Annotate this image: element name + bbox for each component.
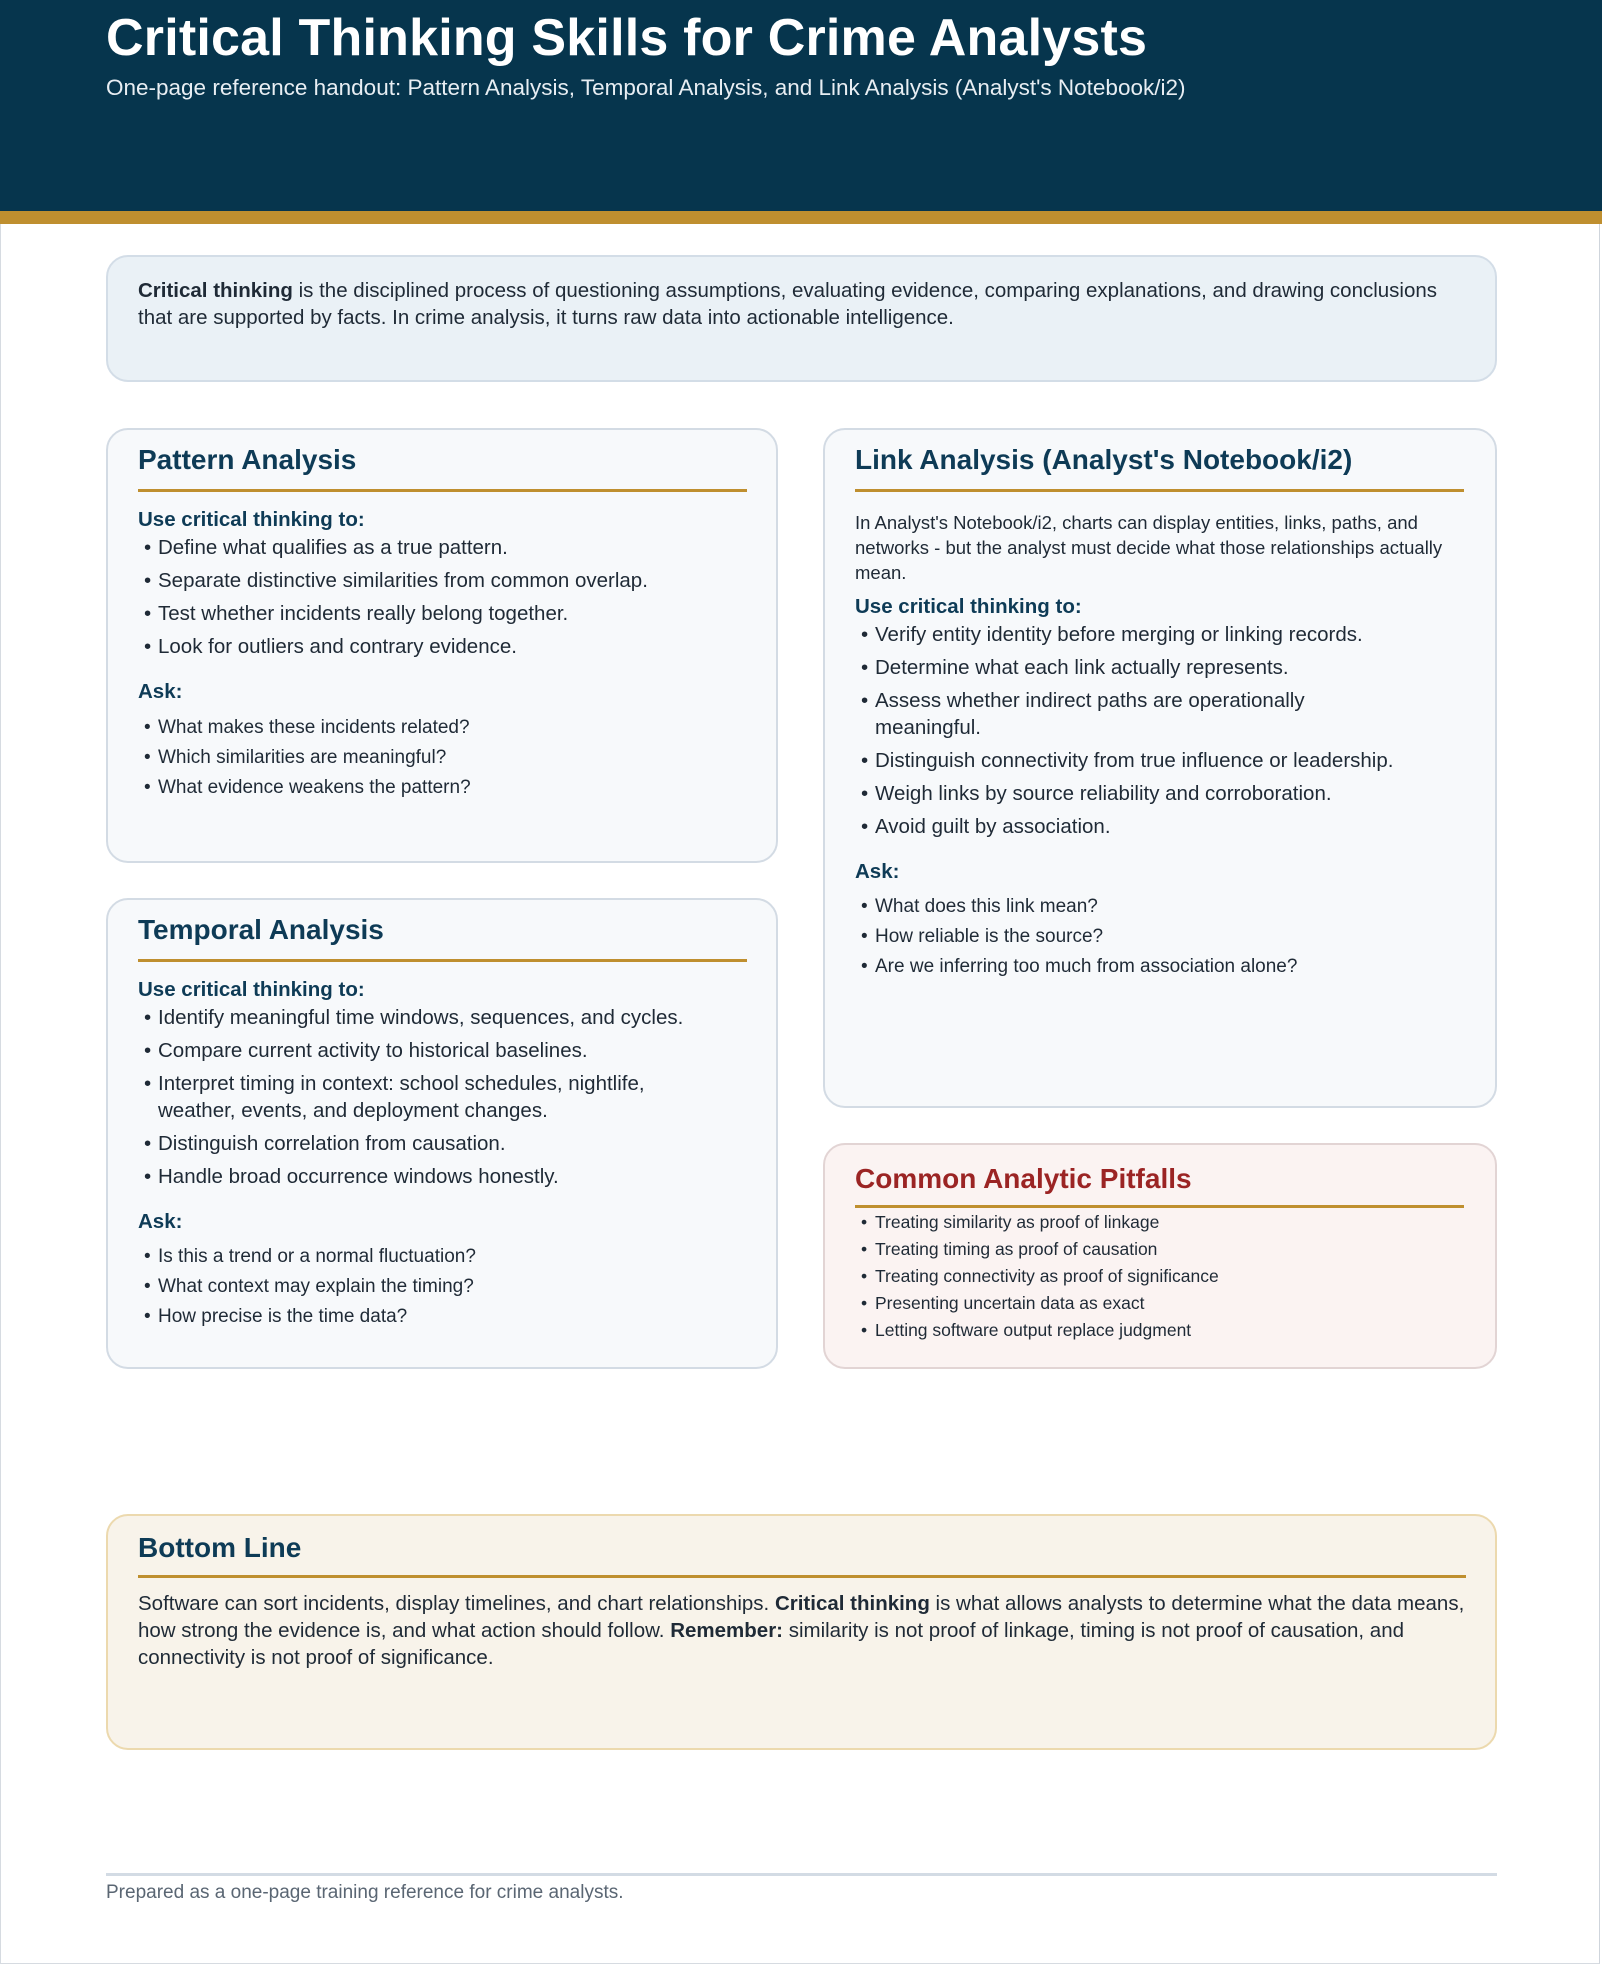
pattern-analysis-card bbox=[106, 428, 778, 863]
link-title-rule bbox=[855, 489, 1464, 492]
temporal-ask-list bbox=[144, 1245, 476, 1335]
list-item: • Test whether incidents really belong together. bbox=[144, 600, 648, 627]
list-item: • What does this link mean? bbox=[861, 895, 1297, 919]
link-intro-text: In Analyst's Notebook/i2, charts can display entities, links, paths, and networks - but the analyst must decide what those relationships actually mean. bbox=[855, 512, 1443, 583]
list-item: • What evidence weakens the pattern? bbox=[144, 776, 471, 800]
temporal-ask-heading: Ask: bbox=[138, 1210, 183, 1233]
list-item: • Define what qualifies as a true pattern. bbox=[144, 534, 648, 561]
list-item: • Treating timing as proof of causation bbox=[861, 1238, 1219, 1260]
list-item: • Are we inferring too much from association alone? bbox=[861, 955, 1297, 979]
list-item: • Separate distinctive similarities from common overlap. bbox=[144, 567, 648, 594]
pattern-ask-heading: Ask: bbox=[138, 680, 183, 703]
temporal-title: Temporal Analysis bbox=[138, 914, 384, 945]
list-item: • How reliable is the source? bbox=[861, 925, 1297, 949]
list-item: • Presenting uncertain data as exact bbox=[861, 1292, 1219, 1314]
bottom-line-emphasis: Remember: bbox=[670, 1619, 783, 1642]
list-item: • Avoid guilt by association. bbox=[861, 813, 1461, 840]
list-item: • Identify meaningful time windows, sequences, and cycles. bbox=[144, 1004, 704, 1031]
pattern-title: Pattern Analysis bbox=[138, 444, 357, 475]
intro-definition-box bbox=[106, 255, 1497, 382]
link-use-heading: Use critical thinking to: bbox=[855, 595, 1082, 618]
list-item: • What makes these incidents related? bbox=[144, 716, 471, 740]
list-item: • Verify entity identity before merging or linking records. bbox=[861, 621, 1461, 648]
bottom-line-segment: Software can sort incidents, display timelines, and chart relationships. bbox=[138, 1592, 775, 1615]
pitfalls-card bbox=[823, 1143, 1497, 1369]
link-ask-heading: Ask: bbox=[855, 860, 900, 883]
list-item: • Determine what each link actually represents. bbox=[861, 654, 1461, 681]
list-item: • Look for outliers and contrary evidence. bbox=[144, 633, 648, 660]
page-subtitle: One-page reference handout: Pattern Analysis, Temporal Analysis, and Link Analysis (Analyst's Notebook/i2) bbox=[106, 75, 1186, 100]
list-item: • Handle broad occurrence windows honestly. bbox=[144, 1163, 704, 1190]
header-banner bbox=[0, 0, 1602, 211]
bottom-line-title: Bottom Line bbox=[138, 1532, 302, 1563]
list-item: • Treating connectivity as proof of significance bbox=[861, 1265, 1219, 1287]
list-item: • Letting software output replace judgment bbox=[861, 1319, 1219, 1341]
bottom-line-segment: similarity is not proof of linkage, timing is not proof of causation, and connectivity is not proof of significance. bbox=[138, 1619, 1405, 1669]
header-accent-bar bbox=[0, 211, 1602, 224]
link-ask-list bbox=[861, 895, 1297, 985]
list-item: • Treating similarity as proof of linkage bbox=[861, 1211, 1219, 1233]
temporal-use-list bbox=[144, 1004, 704, 1196]
list-item: • Is this a trend or a normal fluctuation? bbox=[144, 1245, 476, 1269]
temporal-analysis-card bbox=[106, 898, 778, 1369]
bottom-line-segment: is what allows analysts to determine what the data means, how strong the evidence is, and what action should follow. bbox=[138, 1592, 1465, 1642]
intro-term: Critical thinking bbox=[138, 279, 293, 302]
bottom-line-text bbox=[138, 1590, 1473, 1671]
bottom-line-card bbox=[106, 1514, 1497, 1750]
page-title: Critical Thinking Skills for Crime Analysts bbox=[106, 9, 1148, 67]
bottom-line-emphasis: Critical thinking bbox=[774, 1592, 930, 1615]
bottom-line-rule bbox=[138, 1575, 1466, 1578]
footer-divider bbox=[106, 1873, 1497, 1876]
pitfalls-title-rule bbox=[855, 1205, 1464, 1208]
list-item: • How precise is the time data? bbox=[144, 1305, 476, 1329]
link-title: Link Analysis (Analyst's Notebook/i2) bbox=[855, 444, 1353, 475]
list-item: • Distinguish correlation from causation. bbox=[144, 1130, 704, 1157]
pitfalls-list bbox=[861, 1211, 1219, 1346]
list-item: • What context may explain the timing? bbox=[144, 1275, 476, 1299]
temporal-title-rule bbox=[138, 959, 747, 962]
temporal-use-heading: Use critical thinking to: bbox=[138, 978, 365, 1001]
link-use-list bbox=[861, 621, 1461, 846]
pattern-title-rule bbox=[138, 489, 747, 492]
footer-text: Prepared as a one-page training reference for crime analysts. bbox=[106, 1882, 624, 1903]
list-item: • Assess whether indirect paths are operationally meaningful. bbox=[861, 687, 1375, 741]
link-analysis-card bbox=[823, 428, 1497, 1108]
pattern-use-list bbox=[144, 534, 648, 666]
intro-body: is the disciplined process of questioning assumptions, evaluating evidence, comparing explanations, and drawing conclusions that are supported by facts. In crime analysis, it turns raw data into actionable intelligence. bbox=[138, 279, 1438, 329]
list-item: • Which similarities are meaningful? bbox=[144, 746, 471, 770]
pitfalls-title: Common Analytic Pitfalls bbox=[855, 1163, 1192, 1194]
list-item: • Distinguish connectivity from true influence or leadership. bbox=[861, 747, 1461, 774]
pattern-use-heading: Use critical thinking to: bbox=[138, 508, 365, 531]
intro-text bbox=[138, 277, 1468, 331]
list-item: • Weigh links by source reliability and corroboration. bbox=[861, 780, 1461, 807]
list-item: • Interpret timing in context: school schedules, nightlife, weather, events, and deployment changes. bbox=[144, 1070, 698, 1124]
pattern-ask-list bbox=[144, 716, 471, 806]
list-item: • Compare current activity to historical baselines. bbox=[144, 1037, 704, 1064]
